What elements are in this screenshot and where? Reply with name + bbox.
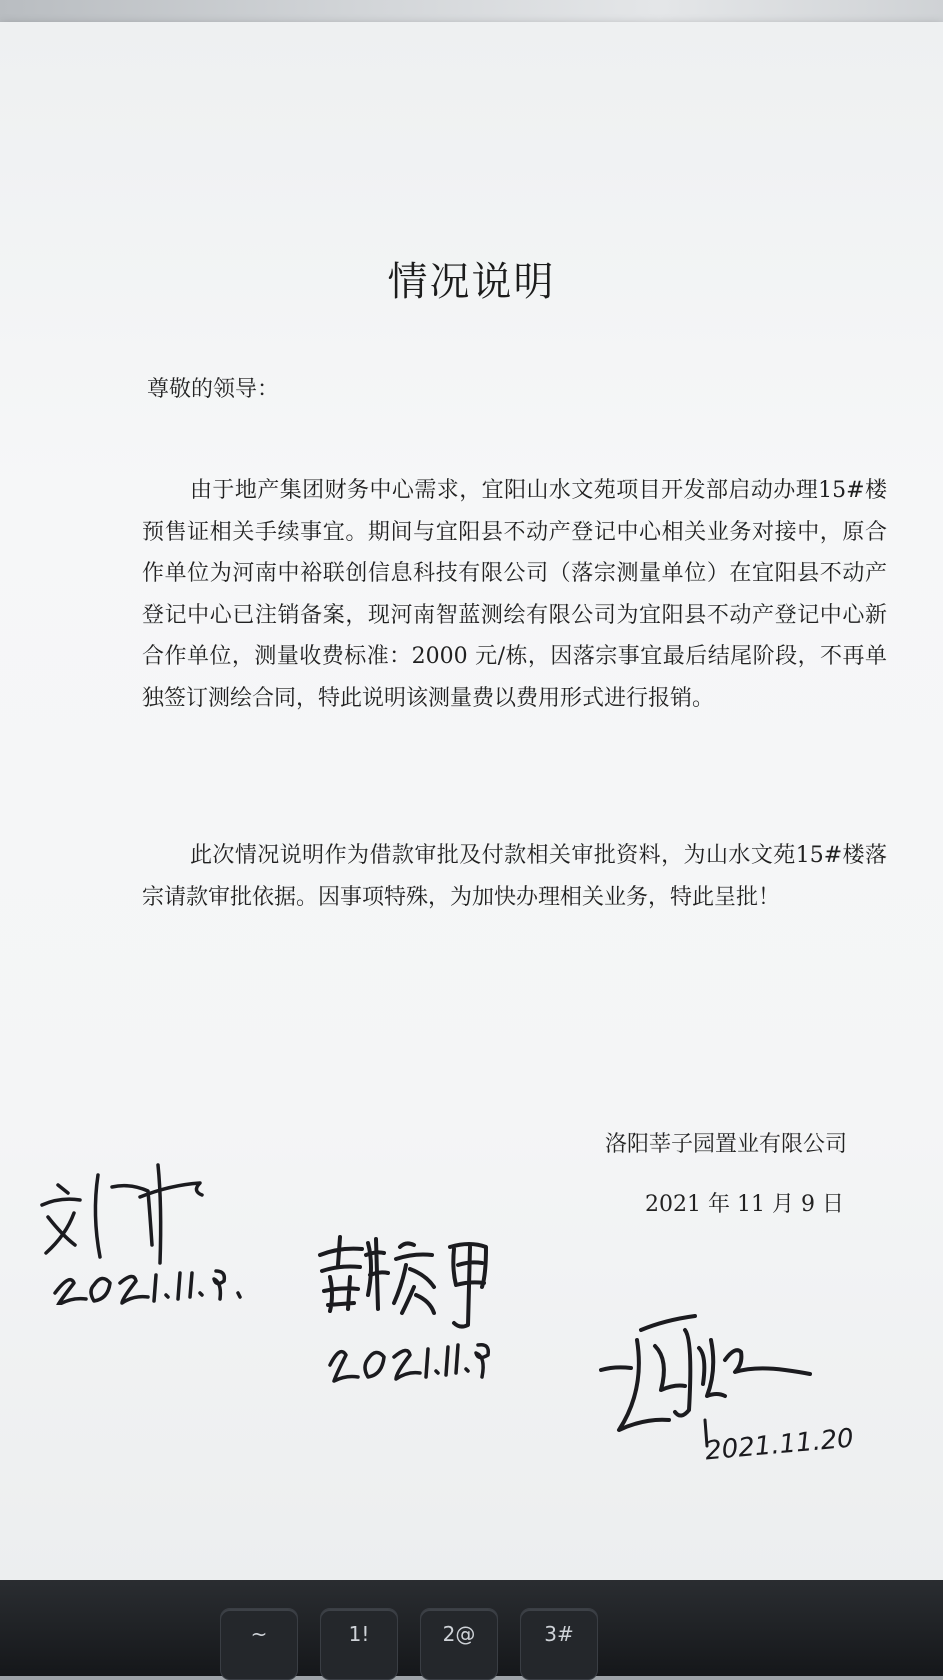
document-date: 2021 年 11 月 9 日	[645, 1192, 844, 1217]
handwritten-date-3: 2021.11.20	[703, 1423, 855, 1467]
handwritten-signature-2	[310, 1225, 510, 1385]
company-name: 洛阳莘子园置业有限公司	[605, 1132, 848, 1157]
key-3: 3#	[520, 1608, 598, 1680]
body-paragraph-1: 由于地产集团财务中心需求，宜阳山水文苑项目开发部启动办理15#楼预售证相关手续事宜。期间与宜阳县不动产登记中心相关业务对接中，原合作单位为河南中裕联创信息科技有限公司（落宗测量单位）在宜阳县不动产登记中心已注销备案，现河南智蓝测绘有限公司为宜阳县不动产登记中心新合作单位，测量收费标准：2000 元/栋，因落宗事宜最后结尾阶段，不再单独签订测绘合同，特此说明该测量费以费用形式进行报销。	[142, 478, 887, 711]
document-title: 情况说明	[387, 259, 556, 305]
key-tilde: ~	[220, 1608, 298, 1680]
handwritten-signature-1	[30, 1145, 250, 1305]
handwritten-signature-3	[585, 1300, 815, 1450]
key-2: 2@	[420, 1608, 498, 1680]
key-1: 1!	[320, 1608, 398, 1680]
salutation: 尊敬的领导：	[147, 377, 280, 402]
body-paragraph-2: 此次情况说明作为借款审批及付款相关审批资料，为山水文苑15#楼落宗请款审批依据。因事项特殊，为加快办理相关业务，特此呈批！	[142, 843, 887, 910]
